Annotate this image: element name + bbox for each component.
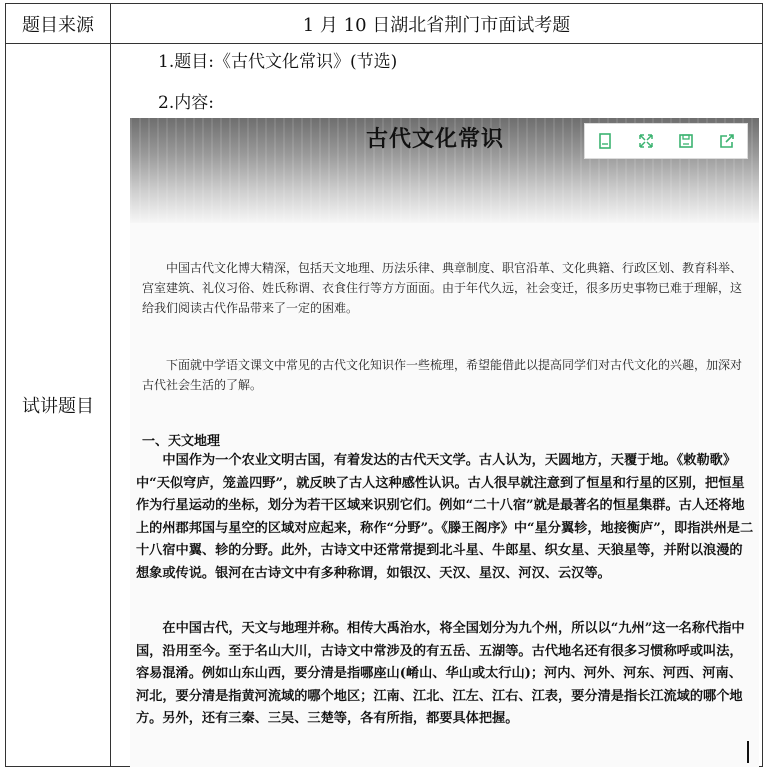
save-icon[interactable] xyxy=(675,130,697,152)
scan-intro-paragraph-1: 中国古代文化博大精深，包括天文地理、历法乐律、典章制度、职官沿革、文化典籍、行政区划、教育科举、宫室建筑、礼仪习俗、姓氏称谓、衣食住行等方方面面。由于年代久远，社会变迁，很多历史事物已难于理解，这给我们阅读古代作品带来了一定的困难。 xyxy=(142,261,743,315)
source-value: 1 月 10 日湖北省荆门市面试考题 xyxy=(302,14,571,36)
scan-body-paragraph-2: 在中国古代，天文与地理并称。相传大禹治水，将全国划分为九个州，所以以“九州”这一名称代指中国，沿用至今。至于名山大川，古诗文中常涉及的有五岳、五湖等。古代地名还有很多习惯称呼或叫法，容易混淆。例如山东山西，要分清是指哪座山(崤山、华山或太行山)；河内、河外、河东、河西、河南、河北，要分清是指黄河流域的哪个地区；江南、江北、江左、江右、江表，要分清是指长江流域的哪个地方。另外，还有三秦、三吴、三楚等，各有所指，都要具体把握。 xyxy=(136,621,745,727)
item-title-line: 1.题目:《古代文化常识》(节选) xyxy=(158,52,398,72)
share-icon[interactable] xyxy=(716,130,738,152)
row-divider xyxy=(6,43,762,44)
scan-body-paragraph-1: 中国作为一个农业文明古国，有着发达的古代天文学。古人认为，天圆地方，天覆于地。《敕勒歌》中“天似穹庐，笼盖四野”，就反映了古人这种感性认识。古人很早就注意到了恒星和行星的区别，把恒星作为行星运动的坐标，划分为若干区域来识别它们。例如“二十八宿”就是最著名的恒星集群。古人还将地上的州郡邦国与星空的区域对应起来，称作“分野”。《滕王阁序》中“星分翼轸，地接衡庐”，即指洪州是二十八宿中翼、轸的分野。此外，古诗文中还常常提到北斗星、牛郎星、织女星、天狼星等，并附以浪漫的想象或传说。银河在古诗文中有多种称谓，如银汉、天汉、星汉、河汉、云汉等。 xyxy=(136,453,754,581)
topic-label: 试讲题目 xyxy=(22,396,94,417)
source-label: 题目来源 xyxy=(22,14,94,36)
item-content-line: 2.内容: xyxy=(158,93,214,113)
page-icon[interactable] xyxy=(594,130,616,152)
image-toolbar xyxy=(584,123,748,159)
text-cursor xyxy=(747,741,749,763)
expand-icon[interactable] xyxy=(635,130,657,152)
column-divider xyxy=(110,4,111,766)
scan-title: 古代文化常识 xyxy=(366,126,505,152)
scan-section-heading: 一、天文地理 xyxy=(142,434,221,449)
scan-intro-paragraph-2: 下面就中学语文课文中常见的古代文化知识作一些梳理，希望能借此以提高同学们对古代文化的兴趣，加深对古代社会生活的了解。 xyxy=(142,358,743,392)
scanned-textbook-image xyxy=(130,118,759,767)
